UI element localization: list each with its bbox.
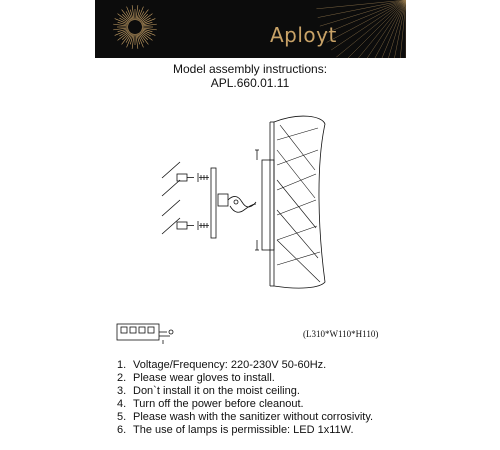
header-banner [95,0,406,58]
model-number: APL.660.01.11 [210,76,290,90]
assembly-drawing [150,110,350,300]
terminal-block-diagram [115,318,185,348]
instruction-item: 1. Voltage/Frequency: 220-230V 50-60Hz. [117,359,327,371]
instruction-item: 3. Don`t install it on the moist ceiling. [117,385,300,397]
instruction-item: 2. Please wear gloves to install. [117,372,275,384]
instructions-list [117,359,373,437]
brand-name: Aployt [270,23,337,47]
sunburst-icon [95,0,406,58]
instruction-item: 4. Turn off the power before cleanout. [117,398,304,410]
instruction-item: 6. The use of lamps is permissible: LED 1x11W. [117,424,354,436]
doc-title: Model assembly instructions: [172,62,328,76]
instruction-item: 5. Please wash with the sanitizer without corrosivity. [117,411,374,423]
dimensions-label: (L310*W110*H110) [303,329,379,339]
